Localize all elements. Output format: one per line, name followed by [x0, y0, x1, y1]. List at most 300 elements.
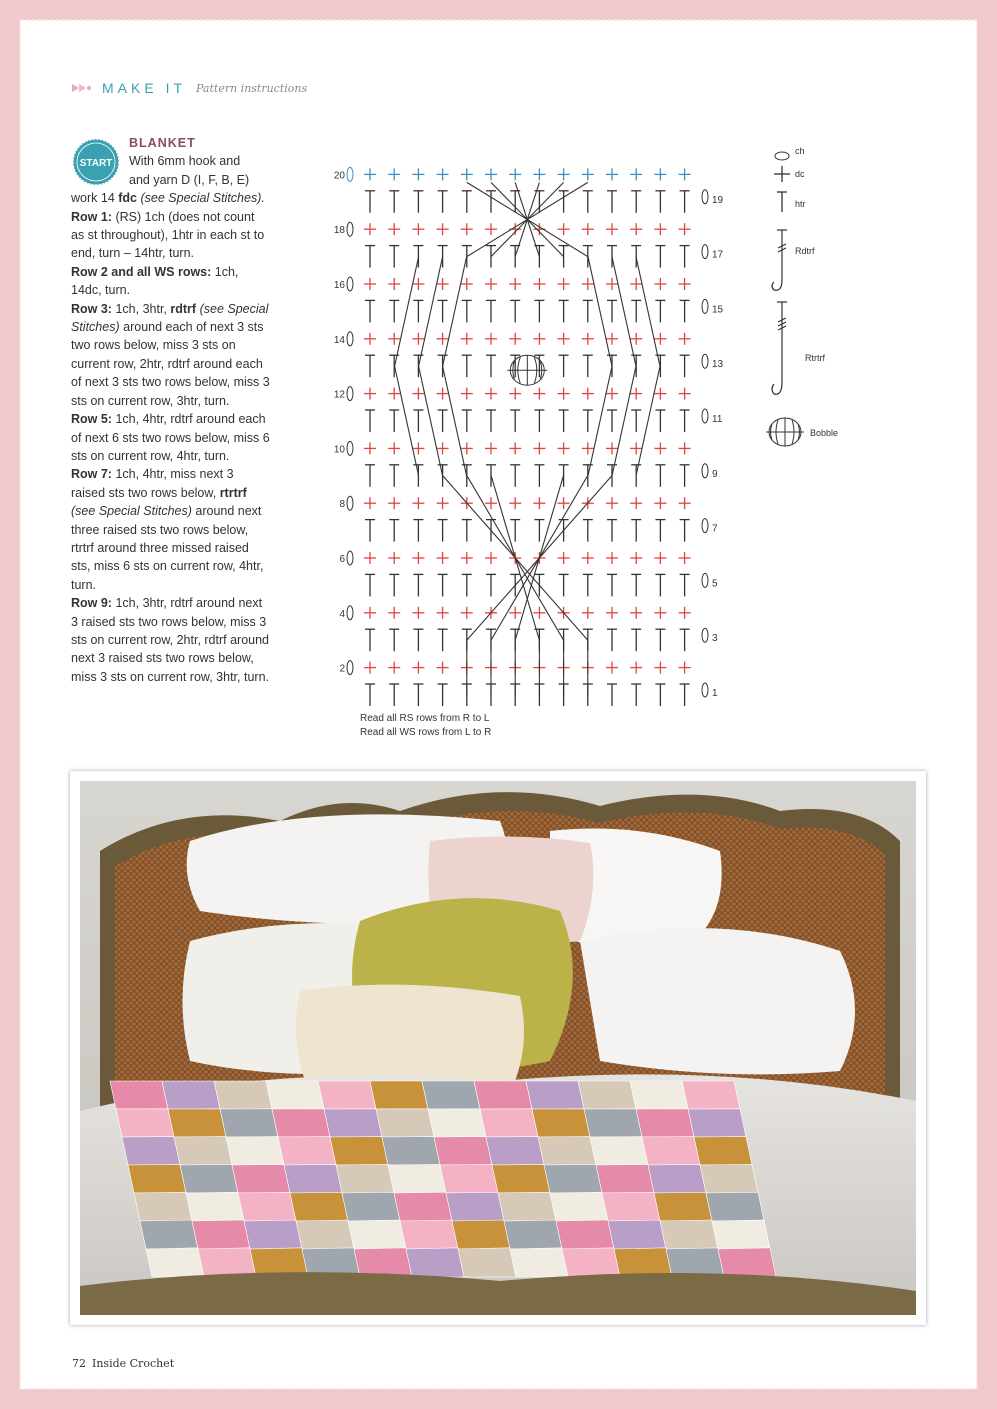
htr-stitch — [365, 465, 375, 487]
htr-stitch — [534, 520, 544, 542]
dc-stitch — [630, 168, 642, 180]
htr-stitch — [389, 191, 399, 213]
pattern-text — [71, 134, 271, 686]
htr-stitch — [413, 520, 423, 542]
htr-stitch — [534, 465, 544, 487]
bed-blanket-photo — [80, 781, 916, 1315]
blanket-square — [324, 1109, 382, 1137]
dc-stitch — [654, 278, 666, 290]
blanket-square — [666, 1248, 724, 1277]
blanket-square — [706, 1192, 764, 1221]
cable-stitch — [419, 257, 443, 476]
blanket-square — [474, 1081, 532, 1109]
section-header — [72, 80, 307, 96]
htr-stitch — [462, 574, 472, 596]
row-7-bold: rtrtrf — [219, 485, 247, 500]
blanket-square — [562, 1248, 620, 1277]
start-badge-label: START — [79, 158, 113, 169]
htr-stitch — [389, 300, 399, 322]
blanket-square — [608, 1220, 666, 1249]
blanket-square — [544, 1164, 602, 1193]
htr-stitch — [486, 465, 496, 487]
blanket-square — [510, 1248, 568, 1277]
dc-stitch — [388, 388, 400, 400]
dc-stitch — [509, 442, 521, 454]
legend-dc: dc — [795, 169, 805, 179]
dc-stitch — [364, 607, 376, 619]
htr-stitch — [534, 410, 544, 432]
htr-stitch — [510, 246, 520, 268]
dc-stitch — [461, 168, 473, 180]
dc-stitch — [558, 388, 570, 400]
blanket-square — [532, 1109, 590, 1137]
dc-stitch — [533, 442, 545, 454]
htr-stitch — [438, 300, 448, 322]
right-row-number: 7 — [712, 523, 718, 535]
right-row-number: 1 — [712, 688, 718, 699]
dc-stitch — [679, 607, 691, 619]
htr-stitch — [655, 574, 665, 596]
htr-stitch — [680, 191, 690, 213]
blanket-square — [122, 1137, 180, 1165]
left-row-number: 20 — [333, 170, 345, 182]
blanket-square — [550, 1192, 608, 1221]
photo-frame — [70, 771, 926, 1325]
htr-stitch — [631, 410, 641, 432]
row-2-label: Row 2 and all WS rows: — [71, 264, 212, 279]
blanket-square — [458, 1248, 516, 1277]
turning-chain — [347, 551, 353, 565]
bobble-stitch — [507, 355, 547, 385]
row-3-italic: (see Special Stitches) — [71, 301, 269, 335]
blanket-square — [440, 1164, 498, 1193]
htr-stitch — [462, 355, 472, 377]
dc-stitch — [679, 333, 691, 345]
htr-stitch — [680, 520, 690, 542]
htr-stitch — [655, 300, 665, 322]
left-row-number: 8 — [339, 499, 345, 511]
dc-stitch — [509, 607, 521, 619]
dc-stitch — [606, 607, 618, 619]
htr-stitch — [462, 465, 472, 487]
right-row-number: 9 — [712, 468, 718, 480]
htr-stitch — [462, 520, 472, 542]
turning-chain — [347, 277, 353, 291]
right-row-number: 11 — [712, 414, 723, 425]
row-3 — [71, 300, 271, 410]
htr-stitch — [680, 465, 690, 487]
dc-stitch — [485, 223, 497, 235]
dc-stitch — [582, 442, 594, 454]
dc-stitch — [437, 497, 449, 509]
dc-stitch — [630, 223, 642, 235]
htr-stitch — [438, 629, 448, 651]
blanket-square — [110, 1081, 168, 1109]
blanket-square — [186, 1192, 244, 1221]
dc-stitch — [654, 442, 666, 454]
page-number: 72 — [72, 1357, 86, 1370]
htr-stitch — [583, 410, 593, 432]
blanket-square — [336, 1164, 394, 1193]
dc-stitch — [364, 333, 376, 345]
htr-stitch — [583, 355, 593, 377]
left-row-number: 6 — [339, 554, 345, 565]
dc-stitch — [654, 333, 666, 345]
double-arrow-icon — [72, 82, 92, 94]
blanket-square — [318, 1081, 376, 1109]
right-row-number: 5 — [712, 578, 718, 590]
blanket-square — [718, 1248, 776, 1277]
htr-stitch — [631, 191, 641, 213]
bobble-symbol — [507, 355, 547, 385]
dc-stitch — [558, 223, 570, 235]
blanket-square — [614, 1248, 672, 1277]
turning-chain — [702, 190, 708, 204]
turning-chain — [347, 441, 353, 455]
intro-tail-italic: (see Special Stitches). — [140, 191, 265, 206]
note-ws: Read all WS rows from L to R — [360, 727, 492, 738]
dc-stitch — [437, 662, 449, 674]
htr-stitch — [510, 520, 520, 542]
turning-chain — [702, 409, 708, 423]
chart-rows — [347, 167, 708, 706]
cable-stitch — [588, 257, 612, 476]
htr-stitch — [680, 300, 690, 322]
row-2-text: 1ch, 14dc, turn. — [71, 264, 239, 298]
dc-stitch — [679, 497, 691, 509]
htr-stitch — [365, 246, 375, 268]
htr-stitch — [365, 191, 375, 213]
dc-stitch — [364, 662, 376, 674]
rtrtrf-icon — [772, 302, 787, 394]
htr-stitch — [559, 410, 569, 432]
blanket-square — [688, 1109, 746, 1137]
chart-cables — [395, 182, 660, 695]
dc-stitch — [485, 388, 497, 400]
dc-stitch — [437, 607, 449, 619]
dc-stitch — [412, 278, 424, 290]
row-7-label: Row 7: — [71, 467, 112, 482]
htr-stitch — [655, 410, 665, 432]
blanket-square — [504, 1220, 562, 1249]
dc-stitch — [364, 168, 376, 180]
row-1 — [71, 208, 271, 263]
htr-stitch — [486, 191, 496, 213]
blanket-square — [290, 1192, 348, 1221]
htr-stitch — [413, 300, 423, 322]
turning-chain — [347, 222, 353, 236]
dc-stitch — [461, 388, 473, 400]
blanket-square — [238, 1192, 296, 1221]
dc-stitch — [558, 333, 570, 345]
dc-stitch — [558, 278, 570, 290]
row-3-text: around each of next 3 sts two rows below, miss 3 sts on current row, 2htr, rdtrf around each of next 3 sts two rows below, miss 3 sts on current row, 3htr, turn. — [71, 320, 270, 408]
dc-stitch — [630, 497, 642, 509]
left-row-numbers — [334, 170, 346, 674]
htr-stitch — [655, 191, 665, 213]
blanket-square — [376, 1109, 434, 1137]
dc-stitch — [606, 333, 618, 345]
htr-stitch — [631, 574, 641, 596]
blanket-square — [526, 1081, 584, 1109]
blanket-square — [134, 1192, 192, 1221]
dc-stitch — [461, 223, 473, 235]
htr-stitch — [583, 520, 593, 542]
left-row-number: 2 — [339, 663, 345, 675]
dc-stitch — [654, 497, 666, 509]
dc-stitch — [679, 552, 691, 564]
htr-stitch — [607, 520, 617, 542]
blanket-square — [630, 1081, 688, 1109]
htr-stitch — [583, 300, 593, 322]
dc-stitch — [364, 497, 376, 509]
dc-stitch — [412, 607, 424, 619]
htr-stitch — [510, 410, 520, 432]
dc-stitch — [509, 333, 521, 345]
blanket-square — [682, 1081, 740, 1109]
intro-line-2: and yarn D (I, F, B, E) — [129, 172, 250, 187]
dc-stitch — [606, 278, 618, 290]
dc-stitch — [606, 388, 618, 400]
dc-stitch — [509, 497, 521, 509]
turning-chain — [347, 332, 353, 346]
right-row-number: 3 — [712, 633, 718, 645]
blanket-square — [394, 1192, 452, 1221]
htr-stitch — [680, 246, 690, 268]
blanket-square — [180, 1164, 238, 1193]
dc-stitch — [533, 168, 545, 180]
dc-stitch — [437, 333, 449, 345]
cable-stitch — [636, 257, 660, 476]
htr-stitch — [655, 465, 665, 487]
chart-notes — [360, 712, 491, 740]
htr-stitch — [655, 246, 665, 268]
blanket-square — [354, 1248, 412, 1277]
blanket-square — [590, 1137, 648, 1165]
row-9-text: 1ch, 3htr, rdtrf around next 3 raised sts two rows below, miss 3 sts on current row, 2htr, rdtrf around next 3 raised sts two rows below, miss 3 sts on current row, 3htr, turn. — [71, 596, 270, 684]
dc-stitch — [412, 662, 424, 674]
left-row-number: 10 — [333, 444, 345, 456]
dc-stitch — [364, 552, 376, 564]
dc-stitch — [582, 168, 594, 180]
htr-stitch — [413, 191, 423, 213]
htr-stitch — [655, 684, 665, 706]
dc-stitch — [485, 442, 497, 454]
htr-icon — [777, 192, 787, 212]
dc-stitch — [630, 662, 642, 674]
dc-stitch — [461, 278, 473, 290]
htr-stitch — [389, 410, 399, 432]
turning-chain — [347, 606, 353, 620]
dc-stitch — [412, 552, 424, 564]
dc-stitch — [388, 662, 400, 674]
dc-stitch — [630, 388, 642, 400]
dc-stitch — [606, 223, 618, 235]
htr-stitch — [438, 191, 448, 213]
dc-stitch — [630, 278, 642, 290]
blanket-square — [370, 1081, 428, 1109]
turning-chain — [702, 354, 708, 368]
right-row-numbers — [712, 195, 724, 699]
dc-stitch — [388, 497, 400, 509]
blanket-square — [712, 1220, 770, 1249]
blanket-square — [694, 1137, 752, 1165]
dc-stitch — [654, 607, 666, 619]
rdtrf-icon — [772, 230, 787, 290]
htr-stitch — [462, 410, 472, 432]
row-5-text: 1ch, 4htr, rdtrf around each of next 6 sts two rows below, miss 6 sts on current row, 4htr, turn. — [71, 412, 270, 463]
blanket-square — [636, 1109, 694, 1137]
blanket-square — [388, 1164, 446, 1193]
dc-stitch — [412, 223, 424, 235]
turning-chain — [702, 519, 708, 533]
dc-stitch — [437, 442, 449, 454]
dc-stitch — [461, 607, 473, 619]
blanket-square — [128, 1164, 186, 1193]
htr-stitch — [510, 355, 520, 377]
htr-stitch — [534, 300, 544, 322]
blanket-square — [146, 1248, 204, 1277]
blanket-square — [700, 1164, 758, 1193]
blanket-square — [342, 1192, 400, 1221]
blanket-square — [434, 1137, 492, 1165]
htr-stitch — [365, 410, 375, 432]
row-9 — [71, 594, 271, 686]
dc-stitch — [533, 388, 545, 400]
htr-stitch — [559, 465, 569, 487]
htr-stitch — [389, 520, 399, 542]
blanket-square — [422, 1081, 480, 1109]
htr-stitch — [631, 520, 641, 542]
htr-stitch — [438, 684, 448, 706]
dc-stitch — [582, 278, 594, 290]
dc-stitch — [533, 497, 545, 509]
magazine-name: Inside Crochet — [92, 1357, 175, 1370]
dc-icon — [774, 166, 790, 182]
blanket-square — [192, 1220, 250, 1249]
blanket-square — [296, 1220, 354, 1249]
htr-stitch — [607, 629, 617, 651]
blanket-square — [406, 1248, 464, 1277]
htr-stitch — [680, 410, 690, 432]
blanket-square — [428, 1109, 486, 1137]
row-3-bold: rdtrf — [170, 301, 197, 316]
dc-stitch — [364, 223, 376, 235]
blanket-square — [660, 1220, 718, 1249]
blanket-square — [446, 1192, 504, 1221]
turning-chain — [347, 387, 353, 401]
htr-stitch — [365, 629, 375, 651]
row-1-text: (RS) 1ch (does not count as st throughout), 1htr in each st to end, turn – 14htr, turn. — [71, 209, 265, 261]
dc-stitch — [509, 168, 521, 180]
turning-chain — [702, 683, 708, 697]
htr-stitch — [559, 355, 569, 377]
dc-stitch — [412, 168, 424, 180]
dc-stitch — [630, 333, 642, 345]
left-row-number: 18 — [333, 225, 345, 237]
dc-stitch — [388, 168, 400, 180]
dc-stitch — [679, 223, 691, 235]
blanket-square — [266, 1081, 324, 1109]
htr-stitch — [365, 300, 375, 322]
htr-stitch — [534, 355, 544, 377]
dc-stitch — [654, 168, 666, 180]
intro-tail-bold: fdc — [118, 191, 137, 206]
blanket-square — [214, 1081, 272, 1109]
dc-stitch — [606, 168, 618, 180]
dc-stitch — [364, 388, 376, 400]
blanket-square — [452, 1220, 510, 1249]
dc-stitch — [582, 333, 594, 345]
blanket-square — [642, 1137, 700, 1165]
htr-stitch — [438, 574, 448, 596]
dc-stitch — [654, 388, 666, 400]
row-2 — [71, 263, 271, 300]
legend-bobble: Bobble — [810, 428, 839, 438]
dc-stitch — [461, 333, 473, 345]
dc-stitch — [461, 552, 473, 564]
dc-stitch — [485, 552, 497, 564]
dc-stitch — [388, 607, 400, 619]
legend-htr: htr — [795, 199, 806, 209]
dc-stitch — [582, 607, 594, 619]
row-7-text: around next three raised sts two rows below, rtrtrf around three missed raised sts, miss 6 sts on current row, 4htr, turn. — [71, 504, 264, 592]
blanket-square — [578, 1081, 636, 1109]
row-3-pre: 1ch, 3htr, — [115, 301, 167, 316]
section-subtitle: Pattern instructions — [196, 81, 308, 95]
blanket-square — [330, 1137, 388, 1165]
htr-stitch — [438, 465, 448, 487]
turning-chain — [702, 299, 708, 313]
dc-stitch — [485, 497, 497, 509]
dc-stitch — [485, 278, 497, 290]
htr-stitch — [486, 246, 496, 268]
dc-stitch — [388, 333, 400, 345]
htr-stitch — [680, 574, 690, 596]
blanket-square — [348, 1220, 406, 1249]
htr-stitch — [438, 520, 448, 542]
dc-stitch — [679, 168, 691, 180]
row-7-italic: (see Special Stitches) — [71, 504, 192, 519]
intro-tail-text: work 14 — [71, 191, 119, 206]
blanket-square — [140, 1220, 198, 1249]
htr-stitch — [389, 246, 399, 268]
dc-stitch — [509, 278, 521, 290]
section-label: MAKE IT — [102, 80, 187, 96]
row-7 — [71, 465, 271, 594]
dc-stitch — [630, 552, 642, 564]
htr-stitch — [413, 684, 423, 706]
bobble-icon — [766, 418, 804, 446]
htr-stitch — [486, 574, 496, 596]
left-row-number: 4 — [339, 608, 345, 620]
blanket-square — [480, 1109, 538, 1137]
blanket-square — [584, 1109, 642, 1137]
blanket-square — [174, 1137, 232, 1165]
dc-stitch — [533, 333, 545, 345]
dc-stitch — [388, 278, 400, 290]
htr-stitch — [631, 629, 641, 651]
right-row-number: 13 — [712, 359, 724, 371]
htr-stitch — [389, 465, 399, 487]
turning-chain — [702, 573, 708, 587]
dc-stitch — [388, 223, 400, 235]
right-row-number: 17 — [712, 249, 724, 261]
dc-stitch — [606, 662, 618, 674]
dc-stitch — [654, 662, 666, 674]
htr-stitch — [607, 684, 617, 706]
dc-stitch — [412, 333, 424, 345]
